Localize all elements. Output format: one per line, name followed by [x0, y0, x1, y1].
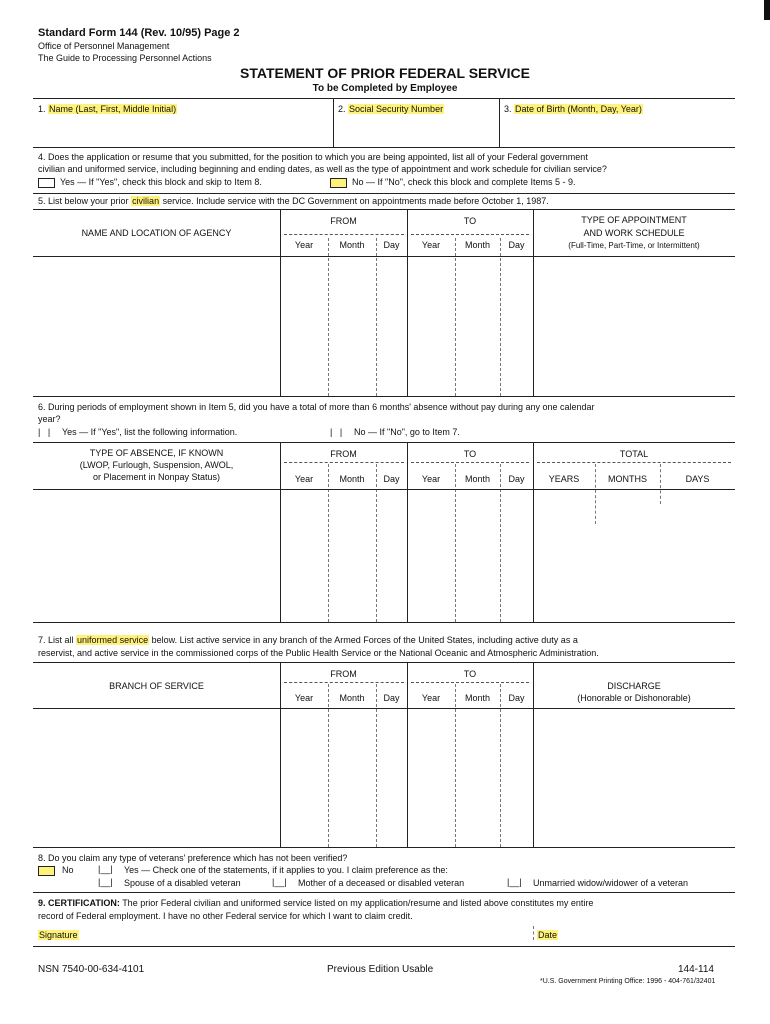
item4-question-line1: 4. Does the application or resume that you submitted, for the position to which you are being appointed, list all of your Federal government — [38, 152, 588, 162]
item6-yes-label: Yes — If "Yes", list the following information. — [62, 427, 238, 437]
item5-instruction — [38, 196, 549, 206]
item5-pre: 5. List below your prior — [38, 196, 129, 206]
office-name: Office of Personnel Management — [38, 41, 170, 51]
item8-widow-label: Unmarried widow/widower of a veteran — [533, 878, 689, 888]
item6-from-month: Month — [339, 474, 365, 484]
item6-yes-checkbox[interactable]: | | — [38, 427, 51, 437]
item5-col-agency: NAME AND LOCATION OF AGENCY — [81, 228, 232, 238]
item6-col-type3: or Placement in Nonpay Status) — [92, 472, 221, 482]
item8-mother-label: Mother of a deceased or disabled veteran — [298, 878, 465, 888]
item7-post: below. List active service in any branch of the Armed Forces of the United States, including active duty as a — [151, 635, 578, 645]
item5-to-day: Day — [508, 240, 525, 250]
item7-pre: 7. List all — [38, 635, 74, 645]
item5-from-day: Day — [383, 240, 400, 250]
item7-from-month: Month — [339, 693, 365, 703]
item8-widow-checkbox[interactable]: |__| — [507, 877, 522, 887]
guide-name: The Guide to Processing Personnel Actions — [38, 53, 212, 63]
form-title: Standard Form 144 (Rev. 10/95) Page 2 — [38, 27, 240, 39]
item7-from-day: Day — [383, 693, 400, 703]
signature-field[interactable] — [38, 930, 79, 940]
item4-question-line2: civilian and uniformed service, including beginning and ending dates, as well as the type of appointment and work schedule for civilian service? — [38, 164, 607, 174]
gpo-imprint: *U.S. Government Printing Office: 1996 - 404-761/32401 — [540, 978, 716, 985]
item6-total-days: DAYS — [685, 474, 710, 484]
item8-mother-checkbox[interactable]: |__| — [272, 877, 287, 887]
item7-from-year: Year — [294, 693, 314, 703]
signature-label: Signature — [39, 930, 78, 940]
item7-col-branch: BRANCH OF SERVICE — [109, 681, 204, 691]
name-label: Name (Last, First, Middle Initial) — [49, 104, 177, 114]
previous-edition: Previous Edition Usable — [327, 964, 434, 975]
dob-field[interactable] — [504, 104, 643, 114]
item9-line2: record of Federal employment. I have no other Federal service for which I want to claim credit. — [38, 911, 413, 921]
item6-col-from: FROM — [330, 449, 357, 459]
item6-col-to: TO — [463, 449, 477, 459]
ssn-label: Social Security Number — [349, 104, 444, 114]
item8-no-label: No — [62, 865, 74, 875]
item5-post: service. Include service with the DC Government on appointments made before October 1, 1987. — [162, 196, 549, 206]
item9-line1: The prior Federal civilian and uniformed service listed on my application/resume and listed above constitutes my entire — [122, 898, 594, 908]
item6-no-checkbox[interactable]: | | — [330, 427, 343, 437]
item5-from-year: Year — [294, 240, 314, 250]
dob-label: Date of Birth (Month, Day, Year) — [515, 104, 642, 114]
item6-total-years: YEARS — [548, 474, 580, 484]
item6-total-months: MONTHS — [608, 474, 647, 484]
item5-col-from: FROM — [330, 216, 357, 226]
item5-civilian: civilian — [132, 196, 160, 206]
item8-spouse-checkbox[interactable]: |__| — [98, 877, 113, 887]
item7-to-day: Day — [508, 693, 525, 703]
item4-no-checkbox[interactable] — [330, 178, 347, 188]
date-field[interactable] — [537, 930, 558, 940]
ssn-field[interactable] — [338, 104, 444, 114]
page-title: STATEMENT OF PRIOR FEDERAL SERVICE — [240, 65, 530, 81]
ssn-num: 2. — [338, 104, 346, 114]
item7-line2: reservist, and active service in the commissioned corps of the Public Health Service or the National Oceanic and Atmospheric Administration. — [38, 648, 599, 658]
item8-spouse-label: Spouse of a disabled veteran — [124, 878, 241, 888]
name-num: 1. — [38, 104, 46, 114]
item6-col-type2: (LWOP, Furlough, Suspension, AWOL, — [79, 460, 234, 470]
item5-from-month: Month — [339, 240, 365, 250]
item8-yes-label: Yes — Check one of the statements, if it applies to you. I claim preference as the: — [124, 865, 448, 875]
item4-no-label: No — If "No", check this block and complete Items 5 - 9. — [352, 177, 576, 187]
item5-col-type1: TYPE OF APPOINTMENT — [581, 215, 687, 225]
item7-col-discharge1: DISCHARGE — [607, 681, 661, 691]
scan-mark — [764, 0, 770, 20]
item7-to-year: Year — [421, 693, 441, 703]
form-number: 144-114 — [678, 964, 714, 975]
item8-no-checkbox[interactable] — [38, 866, 55, 876]
name-field[interactable] — [38, 104, 177, 114]
item6-col-type1: TYPE OF ABSENCE, IF KNOWN — [89, 448, 224, 458]
item5-to-year: Year — [421, 240, 441, 250]
item7-to-month: Month — [464, 693, 490, 703]
item4-yes-label: Yes — If "Yes", check this block and skip to Item 8. — [60, 177, 262, 187]
item6-no-label: No — If "No", go to Item 7. — [354, 427, 460, 437]
item7-col-from: FROM — [330, 669, 357, 679]
date-label: Date — [538, 930, 558, 940]
item7-col-to: TO — [463, 669, 477, 679]
dob-num: 3. — [504, 104, 512, 114]
item6-to-month: Month — [464, 474, 490, 484]
item9-certification — [38, 898, 593, 908]
item5-to-month: Month — [464, 240, 490, 250]
item6-to-year: Year — [421, 474, 441, 484]
item8-yes-checkbox[interactable]: |__| — [98, 864, 113, 874]
nsn-number: NSN 7540-00-634-4101 — [38, 964, 145, 975]
item7-uniformed: uniformed service — [77, 635, 149, 645]
item7-col-discharge2: (Honorable or Dishonorable) — [577, 693, 691, 703]
item4-yes-checkbox[interactable] — [38, 178, 55, 188]
item7-instruction — [38, 635, 578, 645]
item9-label: 9. CERTIFICATION: — [38, 898, 120, 908]
item6-to-day: Day — [508, 474, 525, 484]
item6-question-line1: 6. During periods of employment shown in Item 5, did you have a total of more than 6 months' absence without pay during any one calendar — [38, 402, 595, 412]
item6-question-line2: year? — [38, 414, 61, 424]
item6-from-day: Day — [383, 474, 400, 484]
item6-from-year: Year — [294, 474, 314, 484]
item5-col-type2: AND WORK SCHEDULE — [583, 228, 685, 238]
item5-col-type3: (Full-Time, Part-Time, or Intermittent) — [568, 241, 700, 250]
page-subtitle: To be Completed by Employee — [312, 83, 458, 94]
item5-col-to: TO — [463, 216, 477, 226]
item6-col-total: TOTAL — [619, 449, 649, 459]
item8-question: 8. Do you claim any type of veterans' preference which has not been verified? — [38, 853, 348, 863]
